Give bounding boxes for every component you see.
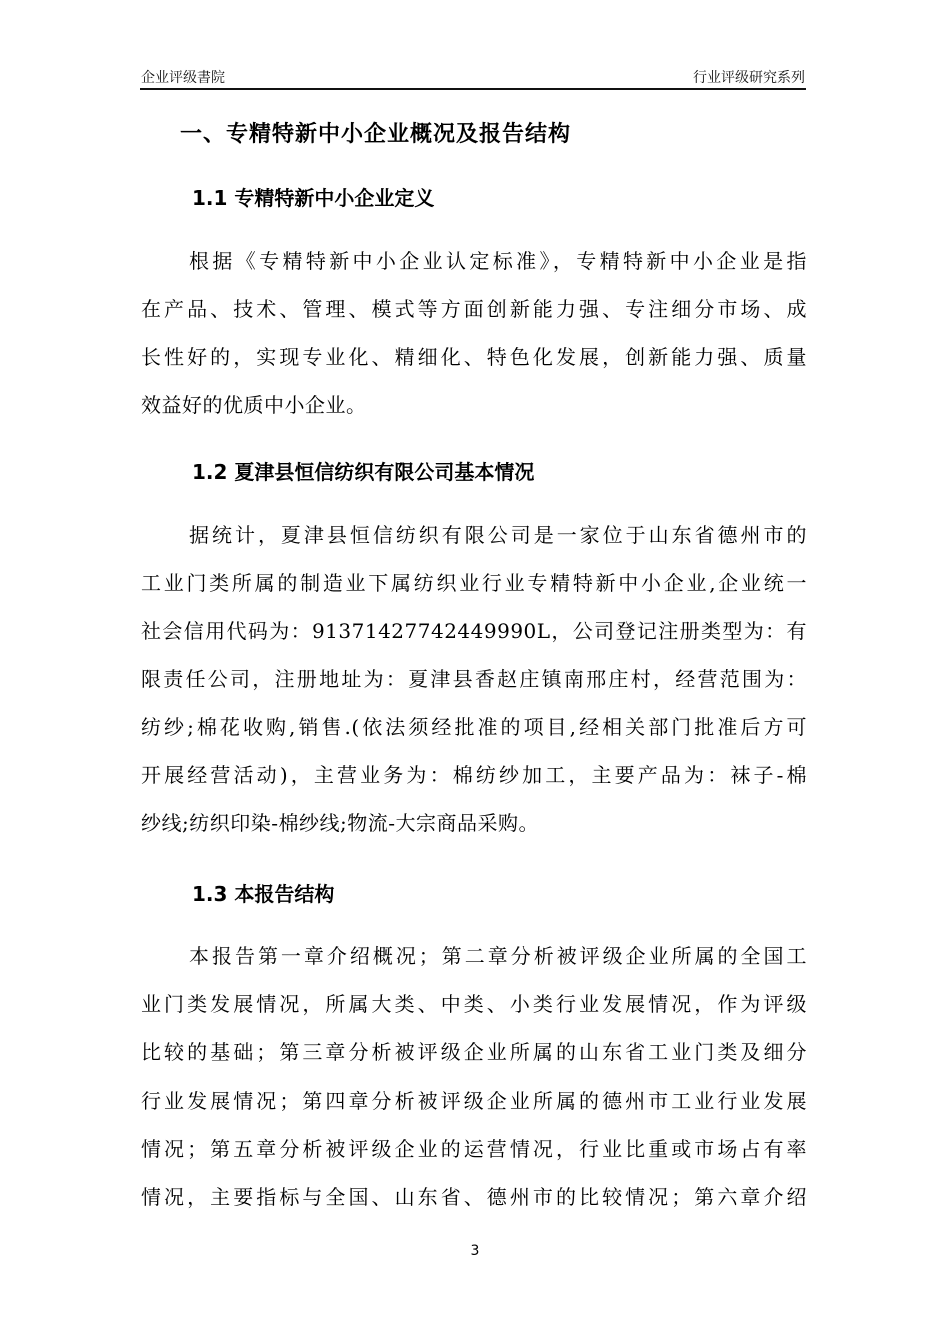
page-number: 3: [470, 1243, 480, 1259]
header-rule: [140, 88, 806, 90]
section-heading-1-2: 1.2 夏津县恒信纺织有限公司基本情况: [192, 460, 535, 484]
section-heading-1-3: 1.3 本报告结构: [192, 882, 335, 906]
paragraph-line: 纺纱;棉花收购,销售.(依法须经批准的项目,经相关部门批准后方可: [141, 715, 807, 739]
header-publisher: 企业评级書院: [141, 70, 225, 86]
chapter-title: 一、专精特新中小企业概况及报告结构: [180, 122, 572, 147]
paragraph-line: 情况，主要指标与全国、山东省、德州市的比较情况；第六章介绍: [141, 1185, 807, 1209]
paragraph-line: 在产品、技术、管理、模式等方面创新能力强、专注细分市场、成: [141, 297, 807, 321]
paragraph-line: 纱线;纺织印染-棉纱线;物流-大宗商品采购。: [141, 811, 539, 835]
paragraph-line: 比较的基础；第三章分析被评级企业所属的山东省工业门类及细分: [141, 1040, 807, 1064]
header-series: 行业评级研究系列: [693, 70, 805, 86]
paragraph-line: 据统计，夏津县恒信纺织有限公司是一家位于山东省德州市的: [189, 523, 807, 547]
paragraph-line: 本报告第一章介绍概况；第二章分析被评级企业所属的全国工: [189, 944, 807, 968]
paragraph-line: 限责任公司，注册地址为：夏津县香赵庄镇南邢庄村，经营范围为：: [141, 667, 807, 691]
section-heading-1-1: 1.1 专精特新中小企业定义: [192, 186, 435, 210]
paragraph-line: 工业门类所属的制造业下属纺织业行业专精特新中小企业,企业统一: [141, 571, 807, 595]
paragraph-line: 业门类发展情况，所属大类、中类、小类行业发展情况，作为评级: [141, 992, 807, 1016]
paragraph-line: 开展经营活动)，主营业务为：棉纺纱加工，主要产品为：袜子-棉: [141, 763, 807, 787]
paragraph-line: 根据《专精特新中小企业认定标准》，专精特新中小企业是指: [189, 249, 807, 273]
paragraph-line: 长性好的，实现专业化、精细化、特色化发展，创新能力强、质量: [141, 345, 807, 369]
paragraph-line: 社会信用代码为：91371427742449990L，公司登记注册类型为：有: [141, 619, 807, 643]
paragraph-line: 情况；第五章分析被评级企业的运营情况，行业比重或市场占有率: [141, 1137, 807, 1161]
paragraph-line: 效益好的优质中小企业。: [141, 393, 367, 417]
paragraph-line: 行业发展情况；第四章分析被评级企业所属的德州市工业行业发展: [141, 1089, 807, 1113]
